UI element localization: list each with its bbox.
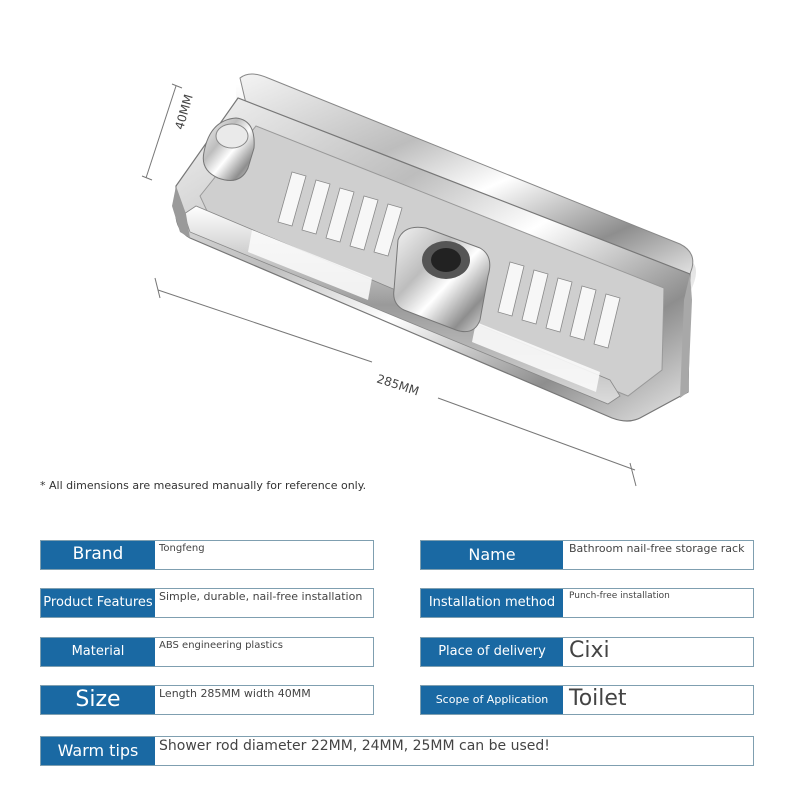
spec-value: ABS engineering plastics <box>159 640 283 651</box>
spec-label: Scope of Application <box>421 686 563 714</box>
spec-material <box>40 637 374 667</box>
height-dimension-label: 40MM <box>172 92 196 132</box>
spec-value: Tongfeng <box>159 543 205 554</box>
spec-size <box>40 685 374 715</box>
dimension-note: * All dimensions are measured manually for reference only. <box>40 479 367 492</box>
spec-name <box>420 540 754 570</box>
spec-label: Product Features <box>41 589 155 617</box>
spec-label: Name <box>421 541 563 569</box>
spec-value: Cixi <box>569 638 610 663</box>
spec-value: Toilet <box>569 686 627 711</box>
spec-value: Bathroom nail-free storage rack <box>569 542 745 555</box>
spec-scope-of-application <box>420 685 754 715</box>
spec-label: Size <box>41 686 155 714</box>
spec-value: Simple, durable, nail-free installation <box>159 590 363 603</box>
spec-label: Installation method <box>421 589 563 617</box>
spec-label: Place of delivery <box>421 638 563 666</box>
spec-installation-method <box>420 588 754 618</box>
spec-label: Material <box>41 638 155 666</box>
spec-warm-tips <box>40 736 754 766</box>
spec-product-features <box>40 588 374 618</box>
spec-value: Length 285MM width 40MM <box>159 687 311 700</box>
spec-label: Warm tips <box>41 737 155 765</box>
length-dimension-label: 285MM <box>374 371 421 399</box>
spec-brand <box>40 540 374 570</box>
spec-value: Punch-free installation <box>569 591 670 601</box>
spec-place-of-delivery <box>420 637 754 667</box>
spec-value: Shower rod diameter 22MM, 24MM, 25MM can be used! <box>159 738 550 754</box>
spec-label: Brand <box>41 541 155 569</box>
